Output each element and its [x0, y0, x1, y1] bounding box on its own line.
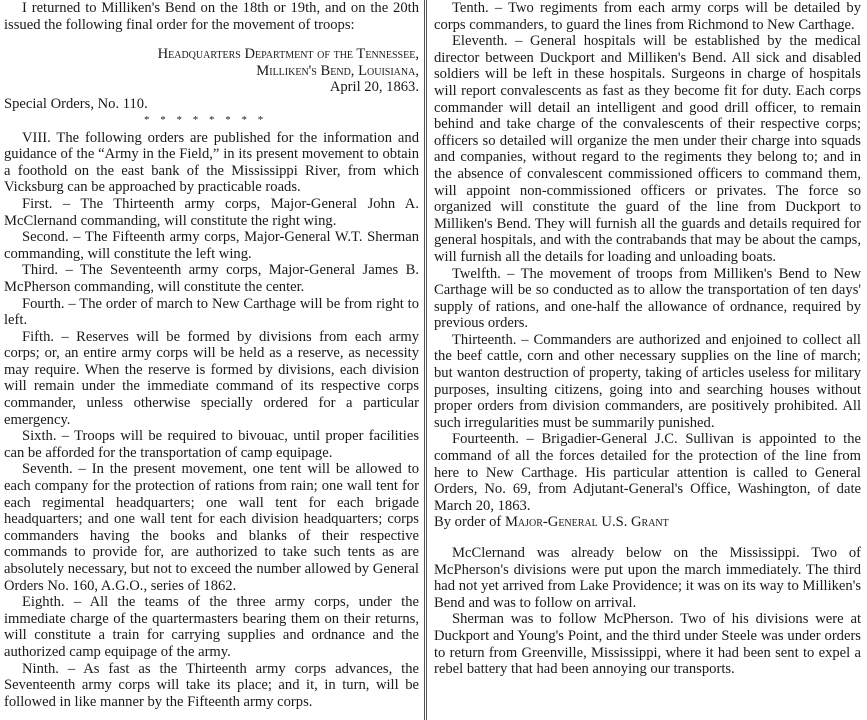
- order-third: Third. – The Seventeenth army corps, Major-General James B. McPherson commanding, will constitute the center.: [4, 262, 419, 295]
- by-order-prefix: By order of: [434, 514, 502, 531]
- by-order-line: [434, 514, 861, 531]
- hq-line-1: Headquarters Department of the Tennessee,: [157, 46, 419, 63]
- order-ninth: Ninth. – As fast as the Thirteenth army corps advances, the Seventeenth army corps will take its place; and it, in turn, will be followed in like manner by the Fifteenth army corps.: [4, 660, 419, 710]
- column-divider: [424, 0, 427, 720]
- signature-name: Major-General U.S. Grant: [504, 514, 669, 531]
- order-thirteenth: Thirteenth. – Commanders are authorized and enjoined to collect all the beef cattle, corn and other necessary supplies on the line of march; but wanton destruction of property, taking of articles useless for military purposes, insulting citizens, going into and searching houses without proper orders from division commanders, are positively prohibited. All such irregularities must be summarily punished.: [434, 331, 861, 431]
- order-eighth: Eighth. – All the teams of the three army corps, under the immediate charge of the quartermasters bearing them on their returns, will constitute a train for carrying supplies and ordnance and the authorized camp equipage of the army.: [4, 594, 419, 660]
- order-eleventh: Eleventh. – General hospitals will be established by the medical director between Duckport and Milliken's Bend. All sick and disabled soldiers will be left in these hospitals. Surgeons in charge of hospitals will report convalescents as fast as they become fit for duty. Each corps commander will detail an intelligent and good drill officer, to remain behind and take charge of the convalescents of their respective corps; officers so detailed will organize the men under their charge into squads and companies, without regard to the regiments they belong to; and in the absence of convalescent commissioned officers to command them, will appoint non-commissioned officers or privates. The force so organized will constitute the guard of the line from Duckport to Milliken's Bend. They will furnish all the guards and details required for general hospitals, and with the contrabands that may be about the camps, will furnish all the details for loading and unloading boats.: [434, 33, 861, 265]
- order-second: Second. – The Fifteenth army corps, Major-General W.T. Sherman commanding, will constitute the left wing.: [4, 229, 419, 262]
- order-fourth: Fourth. – The order of march to New Carthage will be from right to left.: [4, 295, 419, 329]
- order-seventh: Seventh. – In the present movement, one tent will be allowed to each company for the protection of rations from rain; one wall tent for each regimental headquarters; one wall tent for each brigade headquarters; and one wall tent for each division headquarters; corps commanders having the books and blanks of their respective commands to provide for, are authorized to take such tents as are absolutely necessary, but not to exceed the number allowed by General Orders No. 160, A.G.O., series of 1862.: [4, 461, 419, 594]
- narrative-mcclernand: McClernand was already below on the Mississippi. Two of McPherson's divisions were put upon the march immediately. The third had not yet arrived from Lake Providence; it was on its way to Milliken's Bend and was to follow on arrival.: [434, 545, 861, 611]
- hq-date: April 20, 1863.: [329, 79, 419, 96]
- order-fourteenth: Fourteenth. – Brigadier-General J.C. Sullivan is appointed to the command of all the forces detailed for the protection of the line from here to New Carthage. His particular attention is called to General Orders, No. 69, from Adjutant-General's Office, Washington, of date March 20, 1863.: [434, 431, 861, 514]
- order-sixth: Sixth. – Troops will be required to bivouac, until proper facilities can be afforded for the transportation of camp equipage.: [4, 428, 419, 461]
- order-viii: VIII. The following orders are published for the information and guidance of the “Army in the Field,” in its present movement to obtain a foothold on the east bank of the Mississippi River, from which Vicksburg can be approached by practicable roads.: [4, 129, 419, 196]
- narrative-sherman: Sherman was to follow McPherson. Two of his divisions were at Duckport and Young's Point, and the third under Steele was under orders to return from Greenville, Mississippi, where it had been sent to expel a rebel battery that had been annoying our transports.: [434, 611, 861, 678]
- order-first: First. – The Thirteenth army corps, Major-General John A. McClernand commanding, will constitute the right wing.: [4, 195, 419, 229]
- stars-separator: * * * * * * * *: [144, 113, 268, 126]
- special-orders-heading: Special Orders, No. 110.: [4, 95, 148, 112]
- intro-paragraph: I returned to Milliken's Bend on the 18th or 19th, and on the 20th issued the following final order for the movement of troops:: [4, 0, 419, 33]
- order-fifth: Fifth. – Reserves will be formed by divisions from each army corps; or, an entire army corps will be held as a reserve, as necessity may require. When the reserve is formed by divisions, each division will remain under the immediate command of its respective corps commander, unless otherwise specially ordered for a particular emergency.: [4, 328, 419, 428]
- right-column: [434, 0, 861, 678]
- left-column: [4, 0, 419, 710]
- hq-line-2: Milliken's Bend, Louisiana,: [256, 62, 419, 79]
- order-twelfth: Twelfth. – The movement of troops from Milliken's Bend to New Carthage will be so conducted as to allow the transportation of ten days' supply of rations, and one-half the allowance of ordnance, required by previous orders.: [434, 265, 861, 332]
- order-tenth: Tenth. – Two regiments from each army corps will be detailed by corps commanders, to guard the lines from Richmond to New Carthage.: [434, 0, 861, 33]
